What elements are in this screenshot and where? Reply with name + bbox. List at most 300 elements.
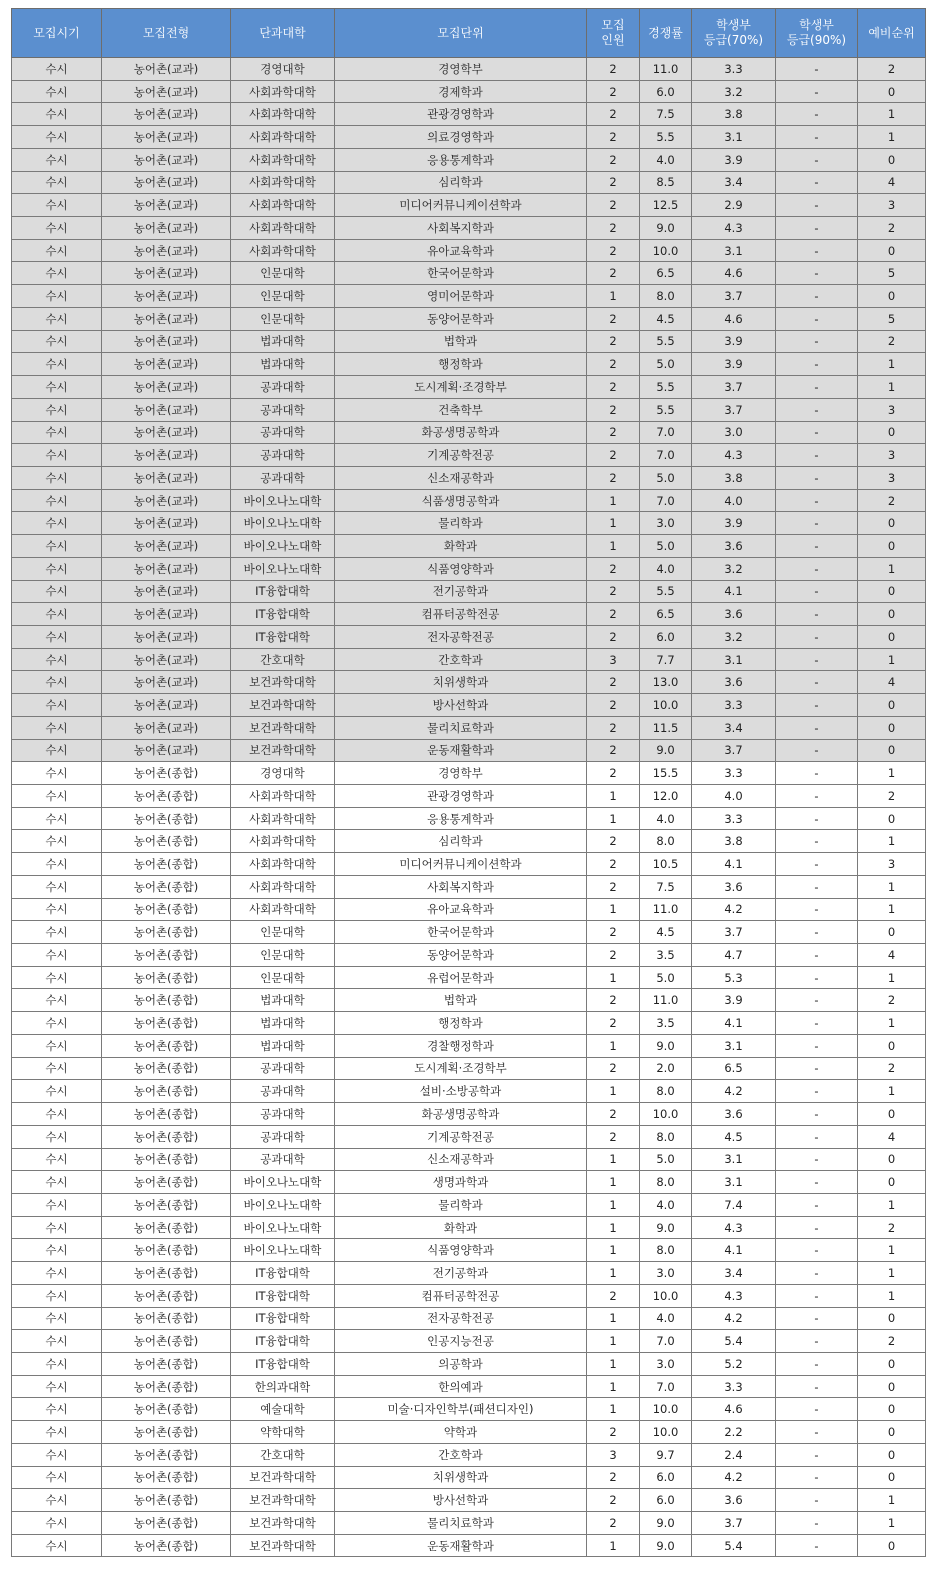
- cell-admission-type: 농어촌(교과): [102, 512, 231, 535]
- cell-waitlist-rank: 3: [858, 398, 926, 421]
- table-row: [12, 194, 926, 217]
- cell-grade-90: -: [776, 535, 858, 558]
- cell-quota: 1: [587, 1034, 640, 1057]
- cell-grade-90: -: [776, 1284, 858, 1307]
- cell-recruit-period: 수시: [12, 1466, 102, 1489]
- cell-waitlist-rank: 2: [858, 217, 926, 240]
- cell-recruit-period: 수시: [12, 1193, 102, 1216]
- cell-grade-70: 4.2: [692, 1307, 776, 1330]
- cell-admission-type: 농어촌(교과): [102, 557, 231, 580]
- cell-department: 심리학과: [335, 830, 587, 853]
- cell-grade-70: 3.8: [692, 830, 776, 853]
- cell-admission-type: 농어촌(종합): [102, 1421, 231, 1444]
- cell-college: 바이오나노대학: [231, 489, 335, 512]
- cell-waitlist-rank: 0: [858, 1352, 926, 1375]
- cell-department: 한의예과: [335, 1375, 587, 1398]
- cell-college: IT융합대학: [231, 1262, 335, 1285]
- table-row: [12, 262, 926, 285]
- cell-grade-90: -: [776, 1512, 858, 1535]
- cell-competition-rate: 5.0: [640, 353, 692, 376]
- cell-quota: 2: [587, 171, 640, 194]
- cell-waitlist-rank: 2: [858, 1330, 926, 1353]
- cell-admission-type: 농어촌(교과): [102, 421, 231, 444]
- cell-college: 바이오나노대학: [231, 1193, 335, 1216]
- cell-competition-rate: 4.0: [640, 557, 692, 580]
- cell-department: 관광경영학과: [335, 785, 587, 808]
- cell-admission-type: 농어촌(종합): [102, 1307, 231, 1330]
- cell-college: 보건과학대학: [231, 1534, 335, 1557]
- cell-grade-70: 7.4: [692, 1193, 776, 1216]
- cell-competition-rate: 3.0: [640, 1352, 692, 1375]
- cell-competition-rate: 5.5: [640, 398, 692, 421]
- cell-recruit-period: 수시: [12, 1034, 102, 1057]
- cell-recruit-period: 수시: [12, 194, 102, 217]
- cell-waitlist-rank: 0: [858, 739, 926, 762]
- cell-waitlist-rank: 1: [858, 1284, 926, 1307]
- cell-grade-90: -: [776, 512, 858, 535]
- cell-recruit-period: 수시: [12, 1398, 102, 1421]
- cell-waitlist-rank: 0: [858, 148, 926, 171]
- cell-grade-90: -: [776, 126, 858, 149]
- header-department: 모집단위: [335, 9, 587, 58]
- cell-department: 유아교육학과: [335, 239, 587, 262]
- cell-competition-rate: 4.0: [640, 1307, 692, 1330]
- cell-grade-90: -: [776, 921, 858, 944]
- cell-department: 사회복지학과: [335, 875, 587, 898]
- cell-admission-type: 농어촌(교과): [102, 489, 231, 512]
- cell-recruit-period: 수시: [12, 716, 102, 739]
- table-row: [12, 671, 926, 694]
- cell-grade-70: 5.4: [692, 1534, 776, 1557]
- cell-admission-type: 농어촌(종합): [102, 1466, 231, 1489]
- cell-grade-70: 3.1: [692, 1171, 776, 1194]
- cell-grade-90: -: [776, 1103, 858, 1126]
- cell-quota: 1: [587, 1262, 640, 1285]
- cell-grade-90: -: [776, 444, 858, 467]
- cell-competition-rate: 7.5: [640, 875, 692, 898]
- cell-waitlist-rank: 1: [858, 966, 926, 989]
- cell-department: 물리학과: [335, 1193, 587, 1216]
- cell-grade-70: 3.6: [692, 671, 776, 694]
- table-row: [12, 217, 926, 240]
- cell-waitlist-rank: 1: [858, 1512, 926, 1535]
- cell-grade-90: -: [776, 1034, 858, 1057]
- cell-grade-70: 3.3: [692, 762, 776, 785]
- cell-grade-70: 4.1: [692, 1239, 776, 1262]
- cell-quota: 2: [587, 1012, 640, 1035]
- cell-department: 심리학과: [335, 171, 587, 194]
- cell-college: IT융합대학: [231, 580, 335, 603]
- cell-recruit-period: 수시: [12, 762, 102, 785]
- cell-quota: 1: [587, 898, 640, 921]
- cell-admission-type: 농어촌(종합): [102, 875, 231, 898]
- cell-competition-rate: 5.5: [640, 580, 692, 603]
- cell-quota: 1: [587, 489, 640, 512]
- cell-college: 바이오나노대학: [231, 557, 335, 580]
- header-row: [12, 9, 926, 58]
- table-row: [12, 80, 926, 103]
- table-row: [12, 1330, 926, 1353]
- cell-college: 사회과학대학: [231, 171, 335, 194]
- table-body: [12, 58, 926, 1557]
- cell-recruit-period: 수시: [12, 217, 102, 240]
- cell-department: 운동재활학과: [335, 1534, 587, 1557]
- cell-department: 의공학과: [335, 1352, 587, 1375]
- cell-waitlist-rank: 2: [858, 785, 926, 808]
- cell-quota: 1: [587, 512, 640, 535]
- cell-college: 바이오나노대학: [231, 512, 335, 535]
- cell-college: IT융합대학: [231, 603, 335, 626]
- cell-recruit-period: 수시: [12, 921, 102, 944]
- cell-grade-90: -: [776, 58, 858, 81]
- cell-recruit-period: 수시: [12, 353, 102, 376]
- cell-waitlist-rank: 2: [858, 989, 926, 1012]
- cell-quota: 2: [587, 239, 640, 262]
- cell-quota: 1: [587, 966, 640, 989]
- cell-recruit-period: 수시: [12, 875, 102, 898]
- cell-grade-70: 4.1: [692, 1012, 776, 1035]
- cell-competition-rate: 8.0: [640, 1171, 692, 1194]
- cell-grade-90: -: [776, 694, 858, 717]
- cell-waitlist-rank: 3: [858, 853, 926, 876]
- cell-college: 바이오나노대학: [231, 1171, 335, 1194]
- table-row: [12, 330, 926, 353]
- cell-waitlist-rank: 1: [858, 1262, 926, 1285]
- table-row: [12, 512, 926, 535]
- table-row: [12, 1193, 926, 1216]
- cell-competition-rate: 8.0: [640, 1239, 692, 1262]
- cell-department: 미술·디자인학부(패션디자인): [335, 1398, 587, 1421]
- table-row: [12, 1262, 926, 1285]
- cell-grade-90: -: [776, 875, 858, 898]
- cell-grade-90: -: [776, 353, 858, 376]
- table-row: [12, 921, 926, 944]
- cell-grade-90: -: [776, 1466, 858, 1489]
- cell-grade-90: -: [776, 466, 858, 489]
- cell-department: 식품영양학과: [335, 557, 587, 580]
- cell-waitlist-rank: 0: [858, 603, 926, 626]
- cell-department: 응용통계학과: [335, 807, 587, 830]
- cell-grade-70: 4.3: [692, 444, 776, 467]
- cell-quota: 2: [587, 1489, 640, 1512]
- cell-competition-rate: 10.0: [640, 239, 692, 262]
- cell-department: 행정학과: [335, 1012, 587, 1035]
- cell-quota: 2: [587, 853, 640, 876]
- table-row: [12, 307, 926, 330]
- cell-grade-70: 4.5: [692, 1125, 776, 1148]
- cell-grade-70: 3.1: [692, 648, 776, 671]
- header-quota: 모집 인원: [587, 9, 640, 58]
- cell-admission-type: 농어촌(종합): [102, 1239, 231, 1262]
- cell-college: 법과대학: [231, 1034, 335, 1057]
- cell-admission-type: 농어촌(교과): [102, 376, 231, 399]
- cell-grade-90: -: [776, 1193, 858, 1216]
- cell-department: 유럽어문학과: [335, 966, 587, 989]
- table-row: [12, 1012, 926, 1035]
- cell-waitlist-rank: 0: [858, 535, 926, 558]
- cell-department: 방사선학과: [335, 694, 587, 717]
- cell-grade-70: 3.9: [692, 148, 776, 171]
- cell-quota: 2: [587, 194, 640, 217]
- cell-admission-type: 농어촌(교과): [102, 353, 231, 376]
- cell-college: 사회과학대학: [231, 830, 335, 853]
- cell-admission-type: 농어촌(교과): [102, 262, 231, 285]
- cell-competition-rate: 11.0: [640, 58, 692, 81]
- cell-admission-type: 농어촌(종합): [102, 1375, 231, 1398]
- cell-waitlist-rank: 1: [858, 376, 926, 399]
- cell-admission-type: 농어촌(교과): [102, 239, 231, 262]
- cell-grade-90: -: [776, 398, 858, 421]
- cell-quota: 2: [587, 762, 640, 785]
- cell-department: 방사선학과: [335, 1489, 587, 1512]
- cell-grade-90: -: [776, 239, 858, 262]
- cell-college: 인문대학: [231, 921, 335, 944]
- table-row: [12, 239, 926, 262]
- cell-waitlist-rank: 3: [858, 466, 926, 489]
- cell-department: 도시계획·조경학부: [335, 1057, 587, 1080]
- cell-grade-70: 4.0: [692, 785, 776, 808]
- cell-grade-70: 4.6: [692, 307, 776, 330]
- cell-quota: 3: [587, 648, 640, 671]
- header-grade-70: 학생부 등급(70%): [692, 9, 776, 58]
- cell-competition-rate: 3.0: [640, 1262, 692, 1285]
- cell-college: 사회과학대학: [231, 785, 335, 808]
- cell-college: 간호대학: [231, 1443, 335, 1466]
- cell-waitlist-rank: 1: [858, 1080, 926, 1103]
- cell-admission-type: 농어촌(종합): [102, 1034, 231, 1057]
- cell-recruit-period: 수시: [12, 580, 102, 603]
- cell-competition-rate: 4.5: [640, 307, 692, 330]
- cell-college: 예술대학: [231, 1398, 335, 1421]
- cell-college: 사회과학대학: [231, 853, 335, 876]
- table-row: [12, 1466, 926, 1489]
- table-row: [12, 1034, 926, 1057]
- cell-department: 생명과학과: [335, 1171, 587, 1194]
- cell-college: 공과대학: [231, 1125, 335, 1148]
- cell-grade-90: -: [776, 807, 858, 830]
- cell-college: 한의과대학: [231, 1375, 335, 1398]
- cell-competition-rate: 7.0: [640, 421, 692, 444]
- cell-competition-rate: 9.0: [640, 1034, 692, 1057]
- cell-recruit-period: 수시: [12, 330, 102, 353]
- cell-waitlist-rank: 4: [858, 944, 926, 967]
- cell-recruit-period: 수시: [12, 1125, 102, 1148]
- cell-admission-type: 농어촌(교과): [102, 671, 231, 694]
- cell-grade-70: 3.8: [692, 103, 776, 126]
- cell-grade-70: 2.9: [692, 194, 776, 217]
- cell-competition-rate: 8.0: [640, 285, 692, 308]
- cell-quota: 2: [587, 103, 640, 126]
- cell-grade-90: -: [776, 830, 858, 853]
- cell-admission-type: 농어촌(종합): [102, 898, 231, 921]
- cell-admission-type: 농어촌(종합): [102, 989, 231, 1012]
- cell-department: 화공생명공학과: [335, 1103, 587, 1126]
- cell-waitlist-rank: 1: [858, 648, 926, 671]
- cell-admission-type: 농어촌(교과): [102, 307, 231, 330]
- cell-department: 경영학부: [335, 762, 587, 785]
- cell-admission-type: 농어촌(교과): [102, 716, 231, 739]
- cell-recruit-period: 수시: [12, 285, 102, 308]
- cell-recruit-period: 수시: [12, 1512, 102, 1535]
- cell-college: 법과대학: [231, 989, 335, 1012]
- cell-department: 컴퓨터공학전공: [335, 1284, 587, 1307]
- cell-quota: 1: [587, 1193, 640, 1216]
- cell-waitlist-rank: 0: [858, 716, 926, 739]
- cell-competition-rate: 7.0: [640, 1330, 692, 1353]
- cell-competition-rate: 7.0: [640, 1375, 692, 1398]
- cell-quota: 2: [587, 466, 640, 489]
- cell-grade-70: 3.3: [692, 807, 776, 830]
- cell-college: 공과대학: [231, 376, 335, 399]
- cell-recruit-period: 수시: [12, 1262, 102, 1285]
- table-row: [12, 557, 926, 580]
- cell-grade-70: 3.7: [692, 921, 776, 944]
- cell-admission-type: 농어촌(종합): [102, 1125, 231, 1148]
- cell-waitlist-rank: 0: [858, 1148, 926, 1171]
- cell-competition-rate: 6.5: [640, 262, 692, 285]
- cell-waitlist-rank: 0: [858, 80, 926, 103]
- cell-department: 기계공학전공: [335, 444, 587, 467]
- cell-competition-rate: 5.0: [640, 466, 692, 489]
- cell-grade-70: 3.1: [692, 126, 776, 149]
- table-row: [12, 103, 926, 126]
- cell-recruit-period: 수시: [12, 1489, 102, 1512]
- cell-competition-rate: 15.5: [640, 762, 692, 785]
- cell-grade-70: 3.1: [692, 1148, 776, 1171]
- cell-recruit-period: 수시: [12, 1307, 102, 1330]
- cell-competition-rate: 5.0: [640, 1148, 692, 1171]
- cell-recruit-period: 수시: [12, 171, 102, 194]
- cell-college: 공과대학: [231, 1148, 335, 1171]
- cell-college: 보건과학대학: [231, 694, 335, 717]
- cell-college: 사회과학대학: [231, 875, 335, 898]
- cell-waitlist-rank: 0: [858, 807, 926, 830]
- table-row: [12, 353, 926, 376]
- cell-quota: 1: [587, 1307, 640, 1330]
- cell-admission-type: 농어촌(종합): [102, 1534, 231, 1557]
- table-row: [12, 625, 926, 648]
- cell-waitlist-rank: 1: [858, 1239, 926, 1262]
- cell-grade-90: -: [776, 1216, 858, 1239]
- cell-quota: 2: [587, 739, 640, 762]
- table-row: [12, 1057, 926, 1080]
- cell-college: IT융합대학: [231, 1352, 335, 1375]
- cell-college: 공과대학: [231, 1080, 335, 1103]
- cell-recruit-period: 수시: [12, 1330, 102, 1353]
- table-row: [12, 853, 926, 876]
- cell-department: 의료경영학과: [335, 126, 587, 149]
- table-row: [12, 421, 926, 444]
- cell-grade-90: -: [776, 944, 858, 967]
- table-row: [12, 1148, 926, 1171]
- cell-department: 치위생학과: [335, 671, 587, 694]
- cell-grade-90: -: [776, 1443, 858, 1466]
- table-row: [12, 444, 926, 467]
- cell-grade-90: -: [776, 1125, 858, 1148]
- cell-competition-rate: 10.0: [640, 1421, 692, 1444]
- cell-admission-type: 농어촌(교과): [102, 603, 231, 626]
- cell-competition-rate: 11.0: [640, 989, 692, 1012]
- cell-grade-70: 5.4: [692, 1330, 776, 1353]
- cell-grade-70: 3.6: [692, 1489, 776, 1512]
- cell-grade-90: -: [776, 262, 858, 285]
- cell-grade-90: -: [776, 1421, 858, 1444]
- cell-college: 법과대학: [231, 353, 335, 376]
- cell-recruit-period: 수시: [12, 1352, 102, 1375]
- cell-quota: 2: [587, 694, 640, 717]
- table-row: [12, 466, 926, 489]
- cell-competition-rate: 6.0: [640, 80, 692, 103]
- cell-college: 사회과학대학: [231, 148, 335, 171]
- cell-department: 치위생학과: [335, 1466, 587, 1489]
- cell-grade-70: 3.2: [692, 625, 776, 648]
- cell-department: 동양어문학과: [335, 307, 587, 330]
- cell-grade-70: 4.7: [692, 944, 776, 967]
- cell-competition-rate: 11.0: [640, 898, 692, 921]
- table-row: [12, 716, 926, 739]
- cell-department: 건축학부: [335, 398, 587, 421]
- cell-department: 신소재공학과: [335, 1148, 587, 1171]
- cell-grade-90: -: [776, 489, 858, 512]
- cell-recruit-period: 수시: [12, 739, 102, 762]
- cell-admission-type: 농어촌(교과): [102, 58, 231, 81]
- cell-quota: 1: [587, 807, 640, 830]
- cell-department: 식품생명공학과: [335, 489, 587, 512]
- table-row: [12, 126, 926, 149]
- cell-recruit-period: 수시: [12, 444, 102, 467]
- cell-recruit-period: 수시: [12, 239, 102, 262]
- cell-admission-type: 농어촌(종합): [102, 1489, 231, 1512]
- cell-department: 화학과: [335, 535, 587, 558]
- cell-recruit-period: 수시: [12, 853, 102, 876]
- cell-waitlist-rank: 2: [858, 330, 926, 353]
- cell-college: 보건과학대학: [231, 671, 335, 694]
- cell-waitlist-rank: 0: [858, 1171, 926, 1194]
- cell-recruit-period: 수시: [12, 694, 102, 717]
- table-row: [12, 1125, 926, 1148]
- cell-admission-type: 농어촌(교과): [102, 625, 231, 648]
- cell-grade-90: -: [776, 557, 858, 580]
- cell-department: 법학과: [335, 989, 587, 1012]
- cell-quota: 2: [587, 989, 640, 1012]
- cell-college: 사회과학대학: [231, 126, 335, 149]
- cell-grade-90: -: [776, 966, 858, 989]
- cell-college: 인문대학: [231, 966, 335, 989]
- cell-admission-type: 농어촌(종합): [102, 1193, 231, 1216]
- cell-grade-70: 3.9: [692, 353, 776, 376]
- cell-grade-90: -: [776, 989, 858, 1012]
- cell-quota: 1: [587, 285, 640, 308]
- cell-grade-90: -: [776, 80, 858, 103]
- cell-admission-type: 농어촌(종합): [102, 1148, 231, 1171]
- cell-waitlist-rank: 1: [858, 830, 926, 853]
- cell-grade-70: 4.1: [692, 580, 776, 603]
- cell-department: 식품영양학과: [335, 1239, 587, 1262]
- table-row: [12, 785, 926, 808]
- cell-waitlist-rank: 0: [858, 1534, 926, 1557]
- cell-competition-rate: 4.0: [640, 807, 692, 830]
- cell-admission-type: 농어촌(종합): [102, 921, 231, 944]
- cell-waitlist-rank: 2: [858, 1216, 926, 1239]
- cell-department: 도시계획·조경학부: [335, 376, 587, 399]
- cell-competition-rate: 3.0: [640, 512, 692, 535]
- cell-quota: 2: [587, 671, 640, 694]
- cell-college: 법과대학: [231, 1012, 335, 1035]
- cell-grade-70: 3.0: [692, 421, 776, 444]
- cell-competition-rate: 9.0: [640, 1512, 692, 1535]
- cell-grade-90: -: [776, 716, 858, 739]
- cell-recruit-period: 수시: [12, 1443, 102, 1466]
